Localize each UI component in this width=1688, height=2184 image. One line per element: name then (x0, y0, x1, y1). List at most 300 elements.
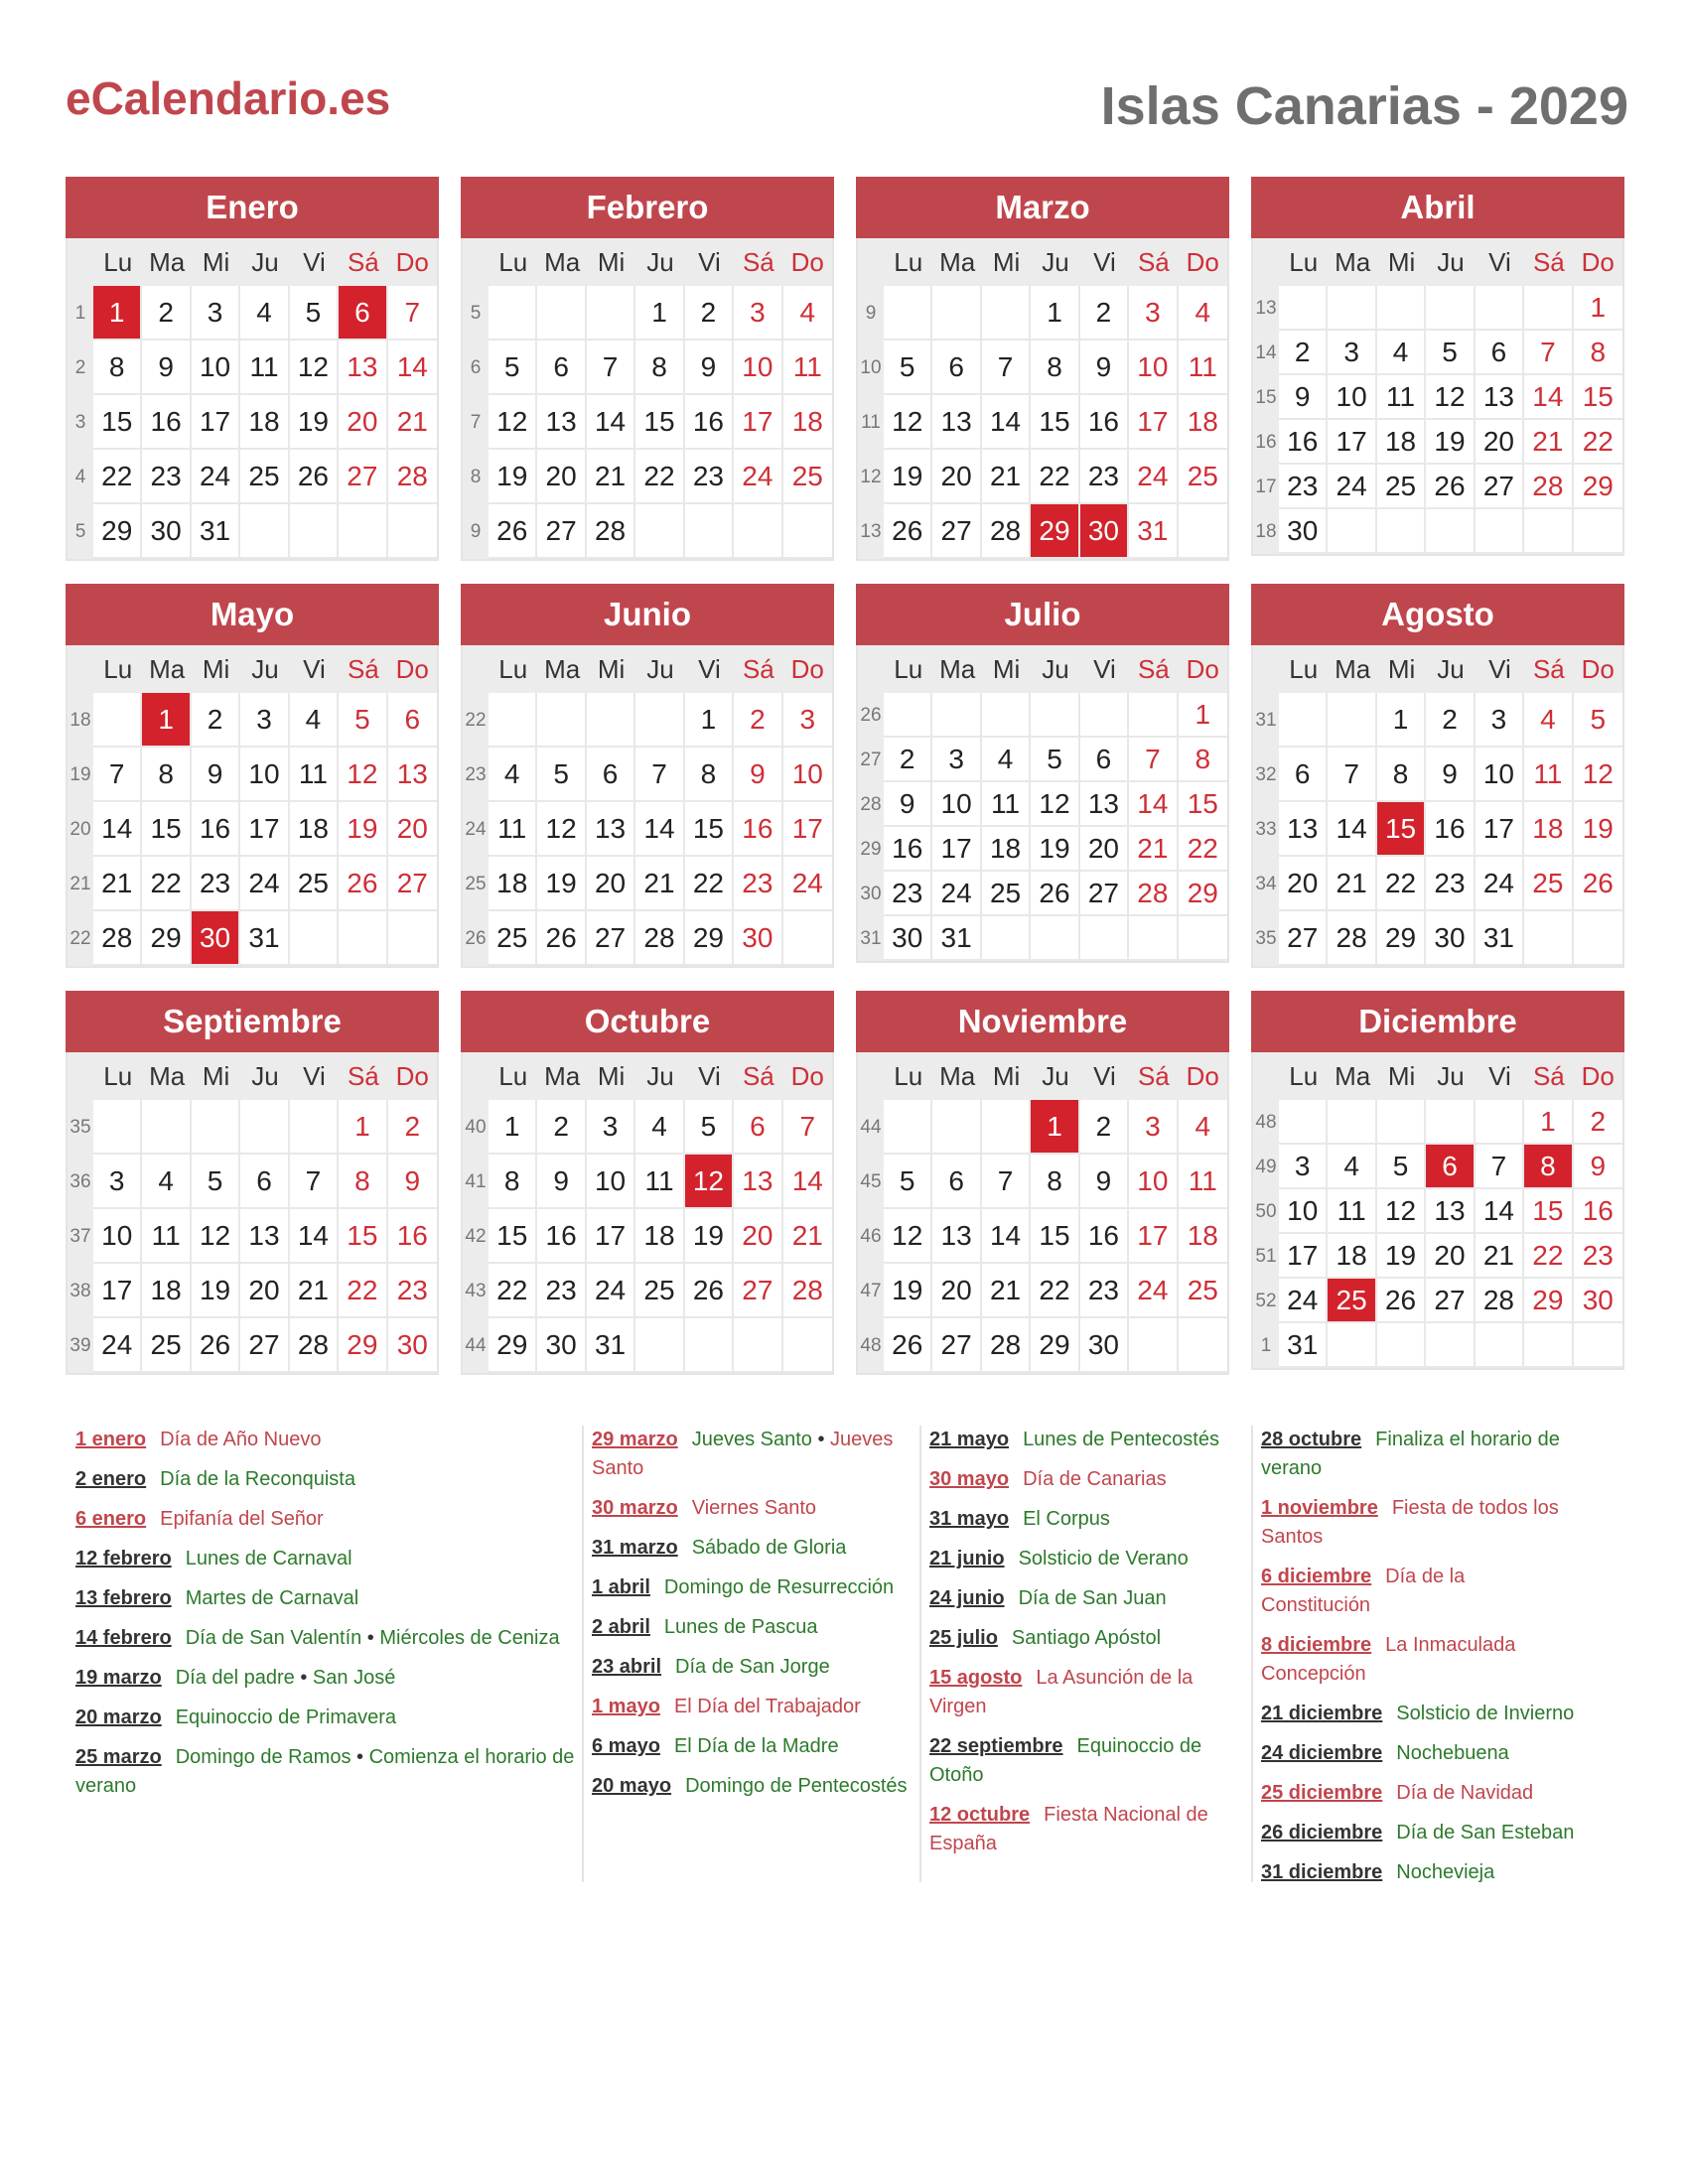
day-cell[interactable]: 26 (884, 504, 932, 559)
day-cell[interactable]: 9 (142, 341, 191, 395)
day-cell[interactable]: 29 (1524, 1279, 1573, 1323)
day-cell[interactable]: 1 (93, 286, 142, 341)
day-cell[interactable]: 26 (290, 450, 339, 504)
day-cell[interactable]: 15 (635, 395, 684, 450)
day-cell[interactable]: 21 (587, 450, 635, 504)
day-cell[interactable]: 2 (884, 738, 932, 782)
day-cell[interactable]: 11 (635, 1155, 684, 1209)
day-cell[interactable]: 8 (1524, 1145, 1573, 1189)
day-cell[interactable]: 12 (290, 341, 339, 395)
day-cell[interactable]: 23 (1080, 1264, 1129, 1318)
day-cell[interactable]: 8 (339, 1155, 387, 1209)
day-cell[interactable]: 11 (142, 1209, 191, 1264)
day-cell[interactable]: 5 (1574, 693, 1622, 748)
day-cell[interactable]: 29 (339, 1318, 387, 1373)
day-cell[interactable]: 24 (783, 857, 832, 911)
day-cell[interactable]: 10 (783, 748, 832, 802)
day-cell[interactable]: 13 (240, 1209, 289, 1264)
legend-date[interactable]: 21 junio (929, 1548, 1005, 1570)
day-cell[interactable]: 6 (388, 693, 437, 748)
day-cell[interactable]: 26 (192, 1318, 240, 1373)
day-cell[interactable]: 16 (142, 395, 191, 450)
day-cell[interactable]: 17 (1129, 395, 1178, 450)
day-cell[interactable]: 30 (142, 504, 191, 559)
day-cell[interactable]: 14 (587, 395, 635, 450)
day-cell[interactable]: 28 (290, 1318, 339, 1373)
day-cell[interactable]: 17 (932, 827, 981, 872)
day-cell[interactable]: 4 (1328, 1145, 1376, 1189)
day-cell[interactable]: 15 (1524, 1189, 1573, 1234)
day-cell[interactable]: 21 (1328, 857, 1376, 911)
day-cell[interactable]: 19 (1031, 827, 1079, 872)
day-cell[interactable]: 18 (142, 1264, 191, 1318)
day-cell[interactable]: 6 (537, 341, 586, 395)
day-cell[interactable]: 6 (587, 748, 635, 802)
day-cell[interactable]: 19 (884, 1264, 932, 1318)
day-cell[interactable]: 8 (489, 1155, 537, 1209)
day-cell[interactable]: 15 (1031, 1209, 1079, 1264)
legend-date[interactable]: 29 marzo (592, 1429, 678, 1450)
legend-date[interactable]: 1 mayo (592, 1696, 660, 1717)
legend-date[interactable]: 31 diciembre (1261, 1861, 1383, 1883)
day-cell[interactable]: 3 (1476, 693, 1524, 748)
day-cell[interactable]: 20 (932, 1264, 981, 1318)
day-cell[interactable]: 6 (240, 1155, 289, 1209)
legend-date[interactable]: 30 mayo (929, 1468, 1010, 1490)
day-cell[interactable]: 28 (93, 911, 142, 966)
day-cell[interactable]: 8 (685, 748, 734, 802)
day-cell[interactable]: 11 (1179, 341, 1227, 395)
day-cell[interactable]: 28 (982, 1318, 1031, 1373)
day-cell[interactable]: 24 (587, 1264, 635, 1318)
day-cell[interactable]: 10 (734, 341, 782, 395)
day-cell[interactable]: 11 (783, 341, 832, 395)
day-cell[interactable]: 1 (339, 1100, 387, 1155)
day-cell[interactable]: 25 (1179, 450, 1227, 504)
day-cell[interactable]: 14 (783, 1155, 832, 1209)
day-cell[interactable]: 9 (884, 782, 932, 827)
day-cell[interactable]: 7 (388, 286, 437, 341)
day-cell[interactable]: 21 (982, 1264, 1031, 1318)
day-cell[interactable]: 5 (489, 341, 537, 395)
day-cell[interactable]: 26 (537, 911, 586, 966)
day-cell[interactable]: 31 (1476, 911, 1524, 966)
day-cell[interactable]: 28 (783, 1264, 832, 1318)
legend-date[interactable]: 1 abril (592, 1576, 650, 1598)
day-cell[interactable]: 22 (635, 450, 684, 504)
day-cell[interactable]: 22 (1031, 450, 1079, 504)
day-cell[interactable]: 16 (1279, 420, 1328, 465)
day-cell[interactable]: 11 (1328, 1189, 1376, 1234)
legend-date[interactable]: 12 octubre (929, 1804, 1031, 1826)
day-cell[interactable]: 22 (93, 450, 142, 504)
day-cell[interactable]: 28 (1476, 1279, 1524, 1323)
day-cell[interactable]: 23 (1574, 1234, 1622, 1279)
day-cell[interactable]: 20 (1080, 827, 1129, 872)
day-cell[interactable]: 1 (685, 693, 734, 748)
day-cell[interactable]: 5 (192, 1155, 240, 1209)
day-cell[interactable]: 10 (192, 341, 240, 395)
day-cell[interactable]: 14 (982, 1209, 1031, 1264)
day-cell[interactable]: 7 (1129, 738, 1178, 782)
day-cell[interactable]: 7 (587, 341, 635, 395)
day-cell[interactable]: 14 (1476, 1189, 1524, 1234)
day-cell[interactable]: 29 (1031, 504, 1079, 559)
day-cell[interactable]: 1 (142, 693, 191, 748)
legend-date[interactable]: 31 mayo (929, 1508, 1010, 1530)
day-cell[interactable]: 22 (142, 857, 191, 911)
day-cell[interactable]: 4 (1524, 693, 1573, 748)
day-cell[interactable]: 22 (489, 1264, 537, 1318)
day-cell[interactable]: 12 (685, 1155, 734, 1209)
day-cell[interactable]: 26 (1574, 857, 1622, 911)
legend-date[interactable]: 2 abril (592, 1616, 650, 1638)
day-cell[interactable]: 7 (1328, 748, 1376, 802)
day-cell[interactable]: 29 (1179, 872, 1227, 916)
day-cell[interactable]: 25 (1328, 1279, 1376, 1323)
day-cell[interactable]: 4 (240, 286, 289, 341)
day-cell[interactable]: 11 (489, 802, 537, 857)
day-cell[interactable]: 15 (339, 1209, 387, 1264)
brand-logo[interactable]: eCalendario.es (66, 72, 391, 124)
day-cell[interactable]: 20 (339, 395, 387, 450)
day-cell[interactable]: 28 (1129, 872, 1178, 916)
day-cell[interactable]: 6 (1080, 738, 1129, 782)
day-cell[interactable]: 4 (290, 693, 339, 748)
day-cell[interactable]: 25 (489, 911, 537, 966)
day-cell[interactable]: 30 (1080, 1318, 1129, 1373)
day-cell[interactable]: 3 (1279, 1145, 1328, 1189)
day-cell[interactable]: 10 (1129, 1155, 1178, 1209)
day-cell[interactable]: 16 (1574, 1189, 1622, 1234)
day-cell[interactable]: 2 (685, 286, 734, 341)
day-cell[interactable]: 19 (1426, 420, 1475, 465)
legend-date[interactable]: 13 febrero (75, 1587, 172, 1609)
legend-date[interactable]: 1 noviembre (1261, 1497, 1378, 1519)
day-cell[interactable]: 8 (1377, 748, 1426, 802)
day-cell[interactable]: 10 (932, 782, 981, 827)
day-cell[interactable]: 25 (982, 872, 1031, 916)
day-cell[interactable]: 15 (489, 1209, 537, 1264)
day-cell[interactable]: 29 (685, 911, 734, 966)
legend-date[interactable]: 31 marzo (592, 1537, 678, 1559)
day-cell[interactable]: 17 (1476, 802, 1524, 857)
day-cell[interactable]: 7 (1476, 1145, 1524, 1189)
legend-date[interactable]: 20 marzo (75, 1706, 162, 1728)
day-cell[interactable]: 2 (388, 1100, 437, 1155)
day-cell[interactable]: 28 (1328, 911, 1376, 966)
day-cell[interactable]: 25 (1179, 1264, 1227, 1318)
day-cell[interactable]: 6 (339, 286, 387, 341)
day-cell[interactable]: 1 (1377, 693, 1426, 748)
day-cell[interactable]: 18 (1377, 420, 1426, 465)
day-cell[interactable]: 22 (339, 1264, 387, 1318)
day-cell[interactable]: 15 (1179, 782, 1227, 827)
day-cell[interactable]: 21 (1129, 827, 1178, 872)
day-cell[interactable]: 25 (635, 1264, 684, 1318)
day-cell[interactable]: 9 (537, 1155, 586, 1209)
day-cell[interactable]: 30 (192, 911, 240, 966)
day-cell[interactable]: 5 (1426, 331, 1475, 375)
day-cell[interactable]: 3 (93, 1155, 142, 1209)
day-cell[interactable]: 23 (884, 872, 932, 916)
day-cell[interactable]: 7 (982, 341, 1031, 395)
day-cell[interactable]: 6 (734, 1100, 782, 1155)
day-cell[interactable]: 28 (982, 504, 1031, 559)
day-cell[interactable]: 19 (192, 1264, 240, 1318)
legend-date[interactable]: 25 diciembre (1261, 1782, 1383, 1804)
day-cell[interactable]: 24 (93, 1318, 142, 1373)
day-cell[interactable]: 25 (1377, 465, 1426, 509)
day-cell[interactable]: 21 (93, 857, 142, 911)
day-cell[interactable]: 28 (388, 450, 437, 504)
day-cell[interactable]: 23 (142, 450, 191, 504)
day-cell[interactable]: 27 (1279, 911, 1328, 966)
day-cell[interactable]: 27 (339, 450, 387, 504)
day-cell[interactable]: 10 (1476, 748, 1524, 802)
day-cell[interactable]: 6 (1279, 748, 1328, 802)
day-cell[interactable]: 9 (192, 748, 240, 802)
day-cell[interactable]: 9 (1426, 748, 1475, 802)
day-cell[interactable]: 5 (1377, 1145, 1426, 1189)
day-cell[interactable]: 14 (1328, 802, 1376, 857)
day-cell[interactable]: 30 (1426, 911, 1475, 966)
day-cell[interactable]: 25 (1524, 857, 1573, 911)
day-cell[interactable]: 19 (339, 802, 387, 857)
day-cell[interactable]: 18 (489, 857, 537, 911)
day-cell[interactable]: 5 (339, 693, 387, 748)
day-cell[interactable]: 27 (537, 504, 586, 559)
day-cell[interactable]: 16 (1426, 802, 1475, 857)
day-cell[interactable]: 31 (240, 911, 289, 966)
day-cell[interactable]: 14 (635, 802, 684, 857)
day-cell[interactable]: 8 (1179, 738, 1227, 782)
day-cell[interactable]: 13 (932, 395, 981, 450)
day-cell[interactable]: 11 (240, 341, 289, 395)
day-cell[interactable]: 12 (537, 802, 586, 857)
legend-date[interactable]: 22 septiembre (929, 1735, 1063, 1757)
day-cell[interactable]: 27 (240, 1318, 289, 1373)
day-cell[interactable]: 1 (1031, 1100, 1079, 1155)
day-cell[interactable]: 30 (388, 1318, 437, 1373)
day-cell[interactable]: 21 (783, 1209, 832, 1264)
day-cell[interactable]: 4 (142, 1155, 191, 1209)
day-cell[interactable]: 15 (1031, 395, 1079, 450)
legend-date[interactable]: 6 mayo (592, 1735, 660, 1757)
day-cell[interactable]: 10 (1129, 341, 1178, 395)
day-cell[interactable]: 4 (635, 1100, 684, 1155)
day-cell[interactable]: 15 (93, 395, 142, 450)
day-cell[interactable]: 25 (290, 857, 339, 911)
day-cell[interactable]: 16 (388, 1209, 437, 1264)
day-cell[interactable]: 1 (1574, 286, 1622, 331)
day-cell[interactable]: 14 (93, 802, 142, 857)
day-cell[interactable]: 27 (1476, 465, 1524, 509)
legend-date[interactable]: 21 diciembre (1261, 1703, 1383, 1724)
day-cell[interactable]: 16 (884, 827, 932, 872)
day-cell[interactable]: 16 (1080, 395, 1129, 450)
day-cell[interactable]: 7 (783, 1100, 832, 1155)
day-cell[interactable]: 19 (290, 395, 339, 450)
day-cell[interactable]: 20 (240, 1264, 289, 1318)
day-cell[interactable]: 26 (884, 1318, 932, 1373)
day-cell[interactable]: 30 (1080, 504, 1129, 559)
day-cell[interactable]: 12 (1574, 748, 1622, 802)
day-cell[interactable]: 3 (192, 286, 240, 341)
day-cell[interactable]: 4 (982, 738, 1031, 782)
day-cell[interactable]: 9 (1574, 1145, 1622, 1189)
day-cell[interactable]: 12 (884, 1209, 932, 1264)
day-cell[interactable]: 2 (734, 693, 782, 748)
day-cell[interactable]: 31 (1279, 1323, 1328, 1368)
day-cell[interactable]: 21 (1476, 1234, 1524, 1279)
day-cell[interactable]: 8 (1031, 341, 1079, 395)
day-cell[interactable]: 18 (1179, 1209, 1227, 1264)
day-cell[interactable]: 30 (884, 916, 932, 961)
day-cell[interactable]: 22 (1524, 1234, 1573, 1279)
day-cell[interactable]: 15 (142, 802, 191, 857)
day-cell[interactable]: 25 (783, 450, 832, 504)
day-cell[interactable]: 23 (192, 857, 240, 911)
day-cell[interactable]: 12 (489, 395, 537, 450)
day-cell[interactable]: 30 (734, 911, 782, 966)
legend-date[interactable]: 25 marzo (75, 1746, 162, 1768)
day-cell[interactable]: 11 (982, 782, 1031, 827)
day-cell[interactable]: 29 (1574, 465, 1622, 509)
day-cell[interactable]: 23 (537, 1264, 586, 1318)
day-cell[interactable]: 18 (1328, 1234, 1376, 1279)
day-cell[interactable]: 24 (1129, 1264, 1178, 1318)
day-cell[interactable]: 28 (635, 911, 684, 966)
day-cell[interactable]: 18 (240, 395, 289, 450)
day-cell[interactable]: 21 (982, 450, 1031, 504)
day-cell[interactable]: 12 (192, 1209, 240, 1264)
day-cell[interactable]: 23 (734, 857, 782, 911)
day-cell[interactable]: 5 (685, 1100, 734, 1155)
legend-date[interactable]: 19 marzo (75, 1667, 162, 1689)
day-cell[interactable]: 8 (1031, 1155, 1079, 1209)
day-cell[interactable]: 6 (932, 1155, 981, 1209)
day-cell[interactable]: 17 (240, 802, 289, 857)
day-cell[interactable]: 20 (932, 450, 981, 504)
day-cell[interactable]: 9 (1279, 375, 1328, 420)
day-cell[interactable]: 12 (884, 395, 932, 450)
day-cell[interactable]: 28 (1524, 465, 1573, 509)
day-cell[interactable]: 27 (1426, 1279, 1475, 1323)
day-cell[interactable]: 7 (290, 1155, 339, 1209)
day-cell[interactable]: 14 (290, 1209, 339, 1264)
day-cell[interactable]: 24 (1279, 1279, 1328, 1323)
day-cell[interactable]: 3 (932, 738, 981, 782)
legend-date[interactable]: 30 marzo (592, 1497, 678, 1519)
day-cell[interactable]: 8 (142, 748, 191, 802)
day-cell[interactable]: 8 (1574, 331, 1622, 375)
day-cell[interactable]: 29 (489, 1318, 537, 1373)
day-cell[interactable]: 17 (587, 1209, 635, 1264)
day-cell[interactable]: 18 (982, 827, 1031, 872)
day-cell[interactable]: 13 (388, 748, 437, 802)
day-cell[interactable]: 13 (1476, 375, 1524, 420)
day-cell[interactable]: 10 (1279, 1189, 1328, 1234)
day-cell[interactable]: 12 (1031, 782, 1079, 827)
legend-date[interactable]: 25 julio (929, 1627, 998, 1649)
day-cell[interactable]: 27 (932, 504, 981, 559)
day-cell[interactable]: 17 (192, 395, 240, 450)
day-cell[interactable]: 2 (1080, 1100, 1129, 1155)
day-cell[interactable]: 5 (884, 1155, 932, 1209)
day-cell[interactable]: 26 (1031, 872, 1079, 916)
day-cell[interactable]: 17 (1279, 1234, 1328, 1279)
day-cell[interactable]: 3 (783, 693, 832, 748)
day-cell[interactable]: 3 (240, 693, 289, 748)
day-cell[interactable]: 16 (192, 802, 240, 857)
day-cell[interactable]: 11 (290, 748, 339, 802)
day-cell[interactable]: 14 (982, 395, 1031, 450)
legend-date[interactable]: 2 enero (75, 1468, 147, 1490)
day-cell[interactable]: 17 (93, 1264, 142, 1318)
day-cell[interactable]: 24 (734, 450, 782, 504)
day-cell[interactable]: 24 (240, 857, 289, 911)
day-cell[interactable]: 2 (537, 1100, 586, 1155)
day-cell[interactable]: 7 (1524, 331, 1573, 375)
day-cell[interactable]: 2 (1279, 331, 1328, 375)
day-cell[interactable]: 26 (489, 504, 537, 559)
day-cell[interactable]: 7 (635, 748, 684, 802)
day-cell[interactable]: 5 (1031, 738, 1079, 782)
day-cell[interactable]: 10 (587, 1155, 635, 1209)
day-cell[interactable]: 1 (1524, 1100, 1573, 1145)
legend-date[interactable]: 26 diciembre (1261, 1822, 1383, 1843)
day-cell[interactable]: 2 (192, 693, 240, 748)
day-cell[interactable]: 4 (1179, 286, 1227, 341)
day-cell[interactable]: 20 (388, 802, 437, 857)
day-cell[interactable]: 18 (783, 395, 832, 450)
day-cell[interactable]: 21 (1524, 420, 1573, 465)
day-cell[interactable]: 3 (1129, 286, 1178, 341)
legend-date[interactable]: 6 enero (75, 1508, 147, 1530)
day-cell[interactable]: 15 (1574, 375, 1622, 420)
legend-date[interactable]: 15 agosto (929, 1667, 1023, 1689)
day-cell[interactable]: 23 (685, 450, 734, 504)
day-cell[interactable]: 22 (1031, 1264, 1079, 1318)
day-cell[interactable]: 11 (1179, 1155, 1227, 1209)
day-cell[interactable]: 21 (290, 1264, 339, 1318)
day-cell[interactable]: 19 (1574, 802, 1622, 857)
day-cell[interactable]: 22 (685, 857, 734, 911)
day-cell[interactable]: 29 (1031, 1318, 1079, 1373)
day-cell[interactable]: 23 (388, 1264, 437, 1318)
day-cell[interactable]: 9 (734, 748, 782, 802)
day-cell[interactable]: 1 (1031, 286, 1079, 341)
day-cell[interactable]: 13 (537, 395, 586, 450)
day-cell[interactable]: 10 (240, 748, 289, 802)
day-cell[interactable]: 19 (884, 450, 932, 504)
day-cell[interactable]: 13 (1426, 1189, 1475, 1234)
day-cell[interactable]: 27 (388, 857, 437, 911)
day-cell[interactable]: 7 (93, 748, 142, 802)
day-cell[interactable]: 25 (142, 1318, 191, 1373)
day-cell[interactable]: 28 (587, 504, 635, 559)
day-cell[interactable]: 31 (192, 504, 240, 559)
day-cell[interactable]: 2 (1574, 1100, 1622, 1145)
day-cell[interactable]: 6 (1476, 331, 1524, 375)
day-cell[interactable]: 21 (388, 395, 437, 450)
day-cell[interactable]: 29 (93, 504, 142, 559)
day-cell[interactable]: 26 (1426, 465, 1475, 509)
day-cell[interactable]: 3 (1129, 1100, 1178, 1155)
day-cell[interactable]: 14 (388, 341, 437, 395)
day-cell[interactable]: 24 (1476, 857, 1524, 911)
